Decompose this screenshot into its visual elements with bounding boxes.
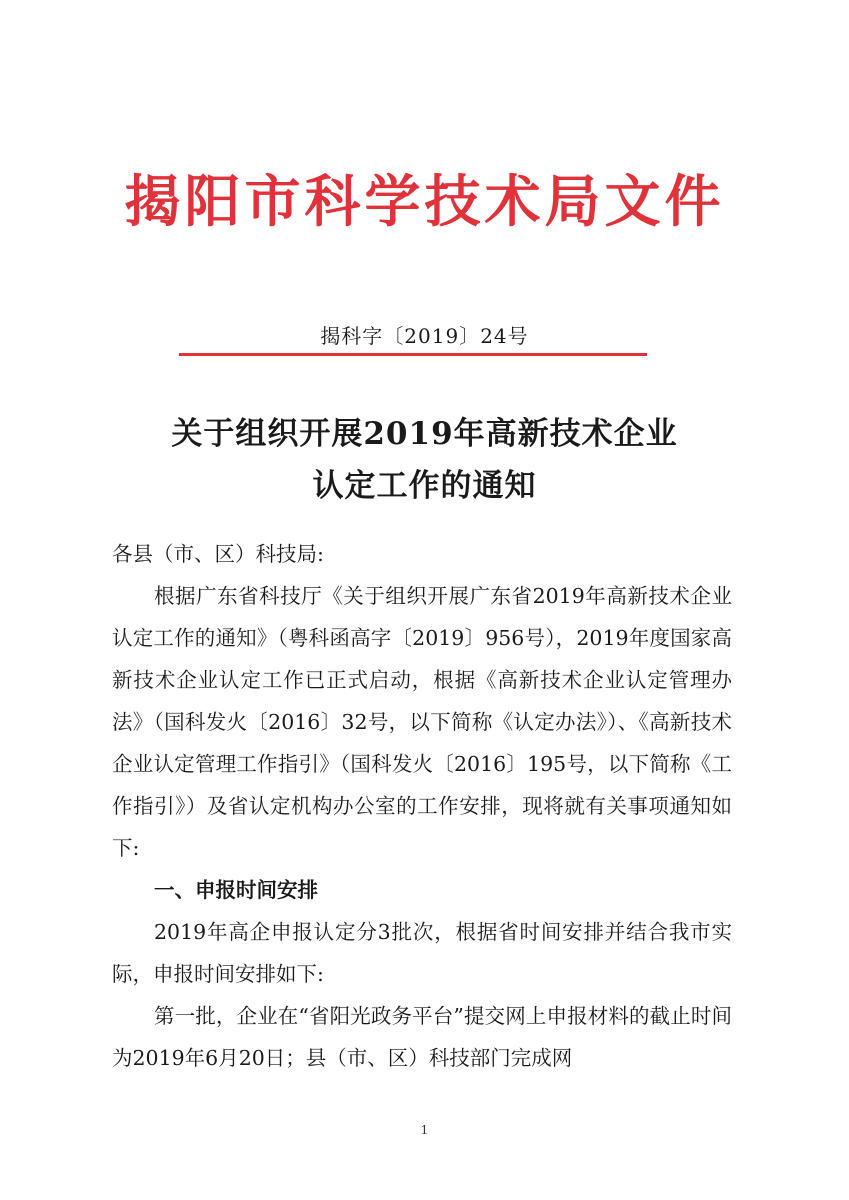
title-line-2: 认定工作的通知 [312,468,537,504]
body-paragraph-intro: 根据广东省科技厅《关于组织开展广东省2019年高新技术企业认定工作的通知》（粤科函高字〔2019〕956号），2019年度国家高新技术企业认定工作已正式启动，根据《高新技术企业认定管理办法》（国科发火〔2016〕32号，以下简称《认定办法》）、《高新技术企业认定管理工作指引》（国科发火〔2016〕195号，以下简称《工作指引》）及省认定机构办公室的工作安排，现将就有关事项通知如下: [112,584,732,860]
red-separator-line [179,353,647,356]
document-masthead: 揭阳市科学技术局文件 [124,170,725,235]
document-number: 揭科字〔2019〕24号 [320,324,529,348]
document-title [0,408,849,512]
salutation: 各县（市、区）科技局: [112,542,324,566]
title-line-1: 关于组织开展2019年高新技术企业 [171,416,678,452]
section-heading-schedule: 一、申报时间安排 [154,878,318,902]
page-number: 1 [420,1123,429,1137]
body-paragraph-batches: 2019年高企申报认定分3批次，根据省时间安排并结合我市实际，申报时间安排如下: [112,920,732,986]
body-paragraph-first-batch: 第一批，企业在“省阳光政务平台”提交网上申报材料的截止时间为2019年6月20日；县（市、区）科技部门完成网 [112,1004,732,1070]
document-body [112,533,732,1079]
